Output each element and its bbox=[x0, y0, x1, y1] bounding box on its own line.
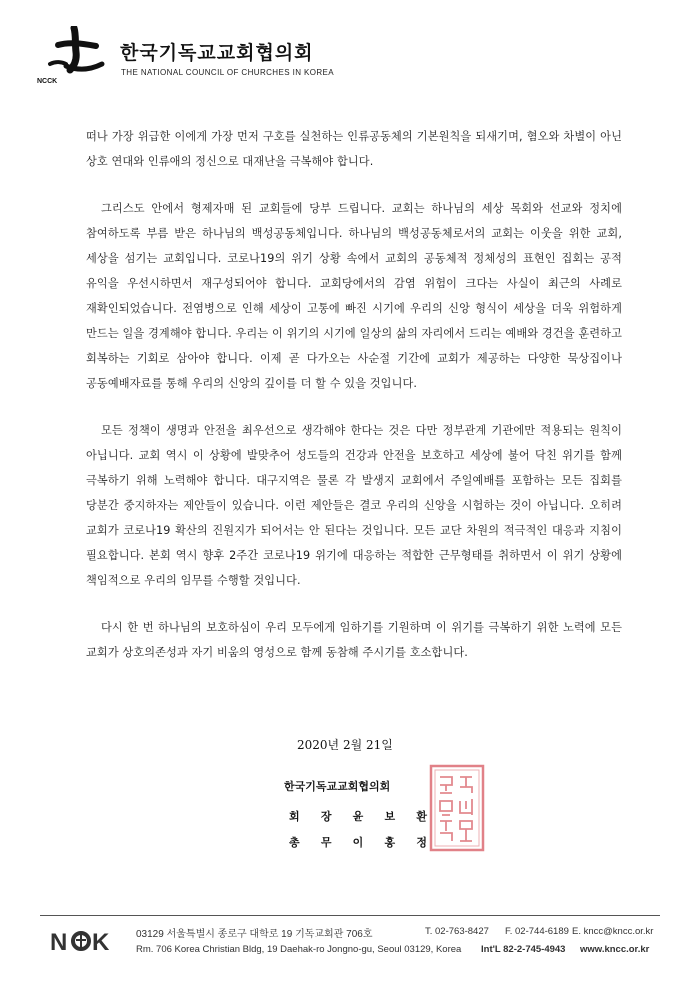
svg-text:N: N bbox=[50, 929, 68, 956]
footer-email[interactable]: E. kncc@kncc.or.kr bbox=[572, 926, 654, 937]
paragraph-1: 떠나 가장 위급한 이에게 가장 먼저 구호를 실천하는 인류공동체의 기본원칙을 되새기며, 혐오와 차별이 아닌 상호 연대와 인류애의 정신으로 대재난을 극복해야 합니다. bbox=[86, 130, 622, 168]
signatory-president bbox=[289, 808, 427, 824]
svg-text:K: K bbox=[92, 929, 110, 956]
cross-brush-logo-icon bbox=[36, 26, 114, 78]
paragraph-4: 다시 한 번 하나님의 보호하심이 우리 모두에게 임하기를 기원하며 이 위기를 극복하기 위한 노력에 모든 교회가 상호의존성과 자기 비움의 영성으로 함께 동참해 주시기를 호소합니다. bbox=[86, 621, 622, 659]
secretary-char: 총 bbox=[289, 836, 300, 849]
footer-telephone: T. 02-763-8427 bbox=[425, 926, 489, 937]
seal-stamp-icon bbox=[428, 763, 486, 853]
paragraph-2: 그리스도 안에서 형제자매 된 교회들에 당부 드립니다. 교회는 하나님의 세상 목회와 선교와 정치에 참여하도록 부름 받은 하나님의 백성공동체입니다. 하나님의 백성공동체로서의 교회는 이웃을 위한 교회, 세상을 섬기는 교회입니다. 코로나19의 위기 상황 속에서 교회의 공동체적 정체성의 표현인 집회는 공적 유익을 우선시하면서 재구성되어야 합니다. 교회당에서의 감염 위험이 크다는 사실이 최근의 사례로 재확인되었습니다. 전염병으로 인해 세상이 고통에 빠진 시기에 우리의 신앙 형식이 세상을 더욱 위험하게 만드는 일을 경계해야 합니다. 우리는 이 위기의 시기에 일상의 삶의 자리에서 드리는 예배와 경건을 훈련하고 회복하는 기회로 삼아야 합니다. 이제 곧 다가오는 사순절 기간에 교회가 제공하는 다양한 묵상집이나 공동예배자료를 통해 우리의 신앙의 깊이를 더 할 수 있을 것입니다. bbox=[86, 202, 622, 390]
president-char: 장 bbox=[320, 810, 332, 823]
ncck-wordmark-icon bbox=[50, 926, 122, 956]
letter-body bbox=[86, 124, 622, 665]
secretary-char: 이 bbox=[352, 836, 364, 849]
paragraph-3: 모든 정책이 생명과 안전을 최우선으로 생각해야 한다는 것은 다만 정부관계 기관에만 적용되는 원칙이 아닙니다. 교회 역시 이 상황에 발맞추어 성도들의 건강과 안전을 보호하고 세상에 불어 닥친 위기를 함께 극복하기 위해 노력해야 합니다. 대구지역은 물론 각 발생지 교회에서 주일예배를 포함하는 모든 집회를 당분간 중지하자는 제안들이 있습니다. 이런 제안들은 결코 우리의 신앙을 시험하는 것이 아닙니다. 오히려 교회가 코로나19 확산의 진원지가 되어서는 안 된다는 것입니다. 모든 교단 차원의 적극적인 대응과 지침이 필요합니다. 본회 역시 향후 2주간 코로나19 위기에 대응하는 적합한 근무형태를 취하면서 이 위기 상황에 책임적으로 우리의 임무를 수행할 것입니다. bbox=[86, 424, 622, 587]
footer-international-telephone: Int'L 82-2-745-4943 bbox=[481, 944, 566, 955]
secretary-char: 정 bbox=[416, 836, 427, 849]
footer-fax: F. 02-744-6189 bbox=[505, 926, 569, 937]
secretary-char: 홍 bbox=[384, 836, 396, 849]
logo-mark: NCCK bbox=[37, 78, 58, 85]
signatory-organization: 한국기독교교회협의회 bbox=[284, 780, 391, 793]
ncck-logo bbox=[36, 26, 114, 78]
org-name-korean: 한국기독교교회협의회 bbox=[120, 42, 314, 64]
president-char: 환 bbox=[416, 810, 427, 823]
president-char: 보 bbox=[384, 810, 396, 823]
official-seal bbox=[428, 763, 486, 853]
president-char: 회 bbox=[289, 810, 300, 823]
letter-date: 2020년 2월 21일 bbox=[297, 738, 393, 752]
president-char: 윤 bbox=[352, 810, 364, 823]
footer-ncck-logo bbox=[50, 926, 122, 956]
secretary-char: 무 bbox=[320, 836, 332, 849]
footer-divider bbox=[40, 915, 660, 916]
org-name-english: THE NATIONAL COUNCIL OF CHURCHES IN KOREA bbox=[121, 68, 335, 77]
signatory-general-secretary bbox=[289, 834, 427, 850]
footer-address-english: Rm. 706 Korea Christian Bldg, 19 Daehak-ro Jongno-gu, Seoul 03129, Korea bbox=[136, 944, 462, 955]
footer-address-korean: 03129 서울특별시 종로구 대학로 19 기독교회관 706호 bbox=[136, 929, 373, 940]
footer-website[interactable]: www.kncc.or.kr bbox=[580, 944, 650, 955]
